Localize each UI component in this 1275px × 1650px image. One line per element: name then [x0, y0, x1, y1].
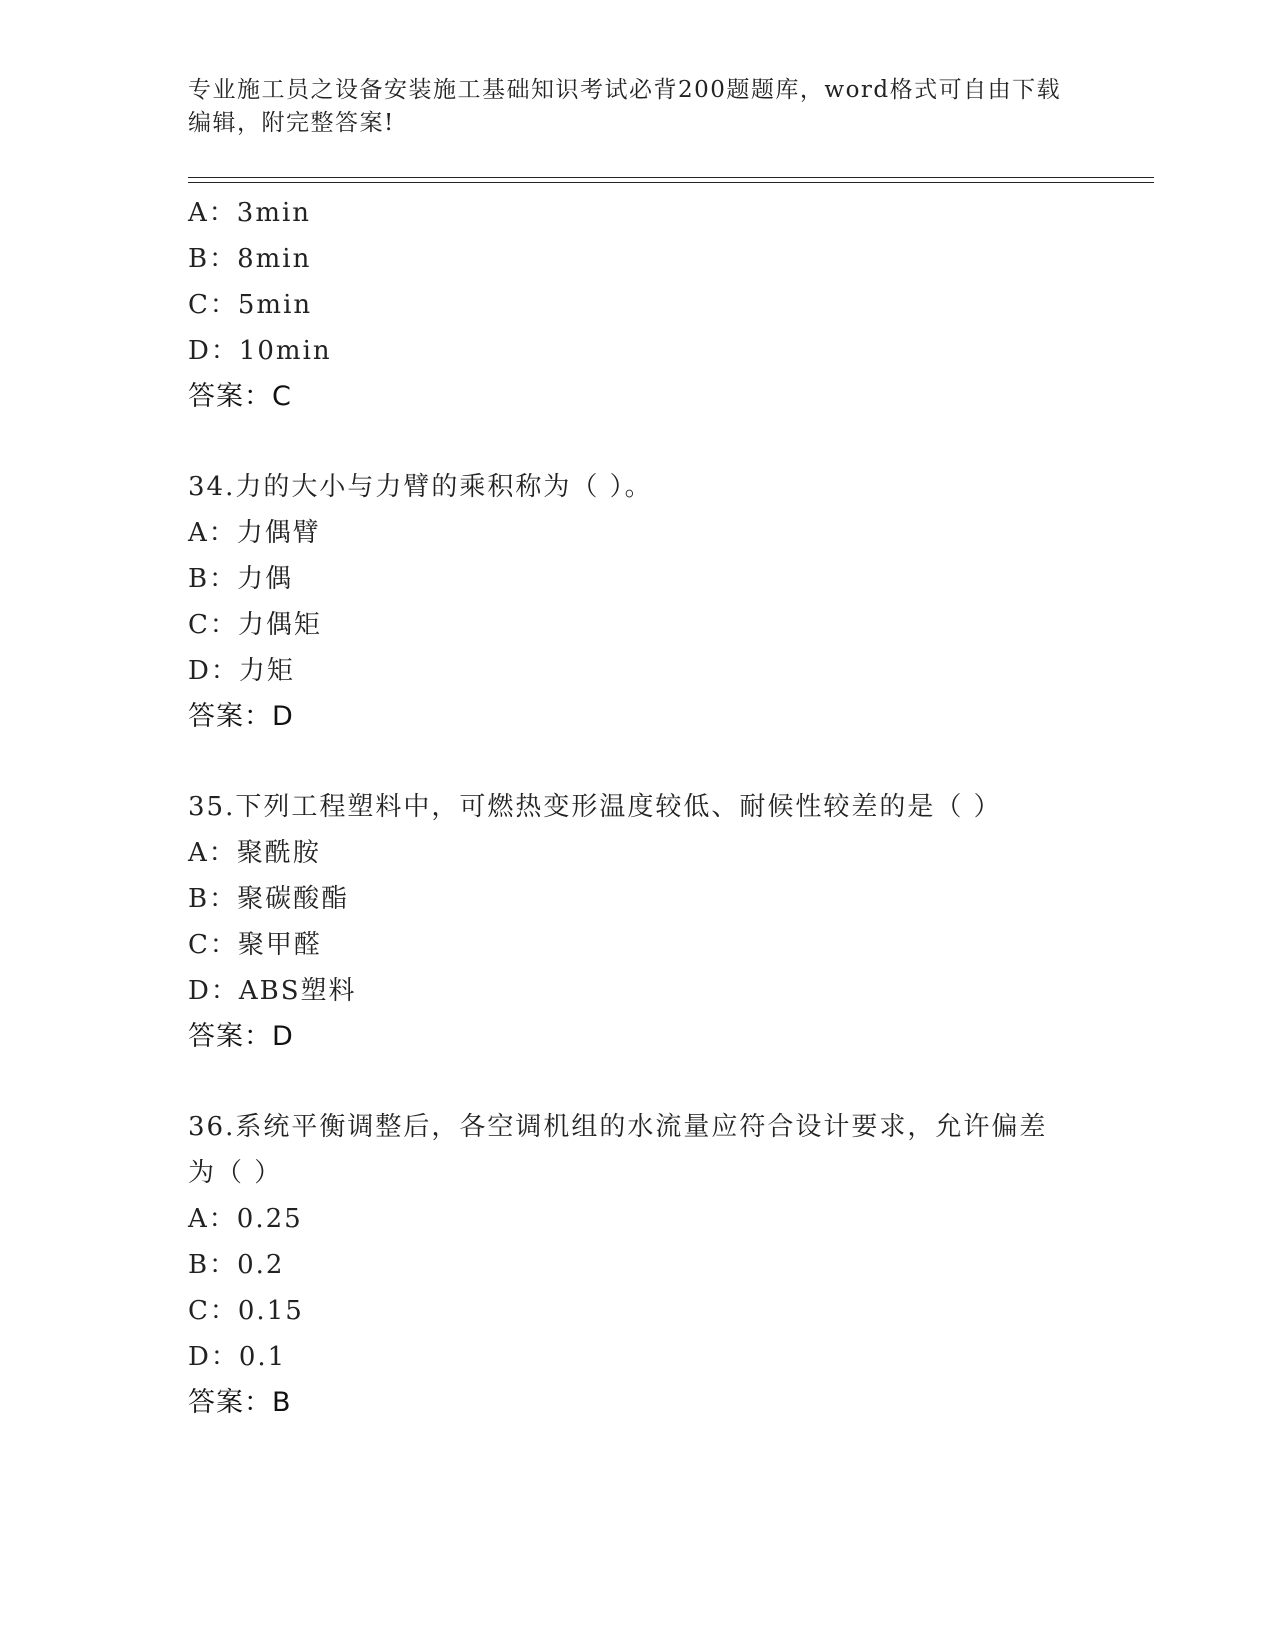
option-d: D：力矩: [188, 656, 295, 686]
question-text-line-1: 36.系统平衡调整后，各空调机组的水流量应符合设计要求，允许偏差: [188, 1112, 1048, 1142]
question-text: 35.下列工程塑料中，可燃热变形温度较低、耐候性较差的是（ ）: [188, 792, 1002, 822]
option-c: C：力偶矩: [188, 610, 322, 640]
answer: 答案：D: [188, 701, 294, 732]
question-list: [188, 190, 1088, 1426]
question-33: [188, 190, 1088, 420]
question-text-line-2: 为（ ）: [188, 1158, 283, 1188]
spacer: [188, 740, 1088, 784]
option-a: A：聚酰胺: [188, 838, 321, 868]
answer: 答案：B: [188, 1387, 292, 1418]
option-b: B：0.2: [188, 1250, 285, 1280]
spacer: [188, 1060, 1088, 1104]
option-a: A：力偶臂: [188, 518, 321, 548]
header-rule-bottom: [188, 182, 1154, 183]
option-d: D：0.1: [188, 1342, 287, 1372]
option-c: C：聚甲醛: [188, 930, 322, 960]
option-a: A：0.25: [188, 1204, 303, 1234]
question-34: [188, 464, 1088, 740]
question-36: [188, 1104, 1088, 1426]
option-c: C：5min: [188, 290, 313, 320]
option-b: B：聚碳酸酯: [188, 884, 350, 914]
option-d: D：10min: [188, 336, 332, 366]
option-c: C：0.15: [188, 1296, 304, 1326]
answer: 答案：D: [188, 1021, 294, 1052]
option-d: D：ABS塑料: [188, 976, 357, 1006]
question-35: [188, 784, 1088, 1060]
question-text: 34.力的大小与力臂的乘积称为（ ）。: [188, 472, 653, 502]
option-b: B：8min: [188, 244, 312, 274]
option-a: A：3min: [188, 198, 312, 228]
spacer: [188, 420, 1088, 464]
header-line-1: 专业施工员之设备安装施工基础知识考试必背200题题库，word格式可自由下载: [188, 77, 1062, 103]
document-header: [188, 74, 1088, 140]
answer: 答案：C: [188, 381, 292, 412]
option-b: B：力偶: [188, 564, 294, 594]
header-rule-top: [188, 177, 1154, 178]
header-line-2: 编辑，附完整答案!: [188, 110, 395, 136]
